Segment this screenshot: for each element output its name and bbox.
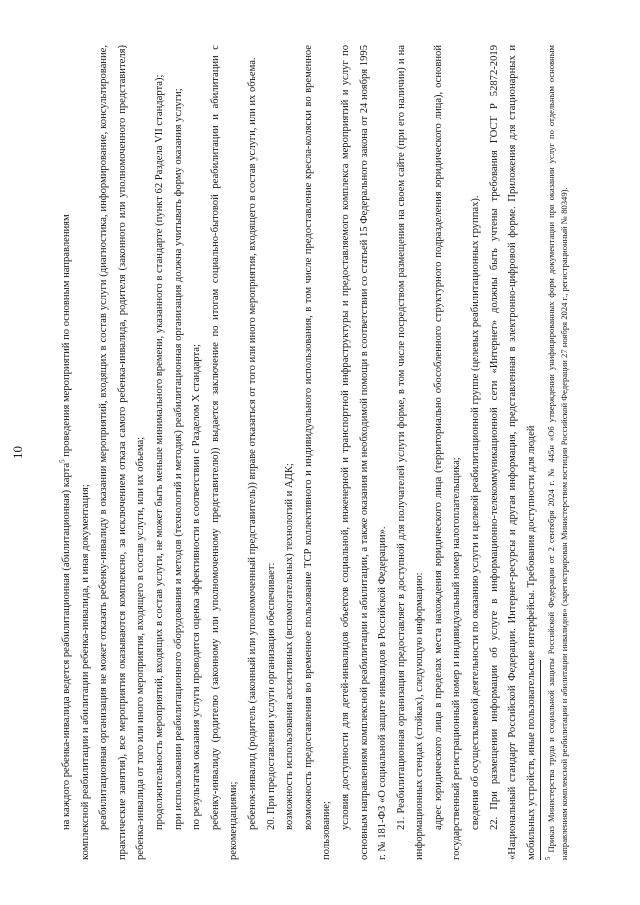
paragraph-text: проведения мероприятий по основным направлениям [61, 214, 72, 460]
paragraph: адрес юридического лица в пределах места нахождения юридического лица (территориально обособленного структурного подразделения юридического лица), основной государственный регистрационный номер и индивидуальный номер налогоплательщика; [432, 45, 463, 860]
footnote-text: Приказ Министерства труда и социальной защиты Российской Федерации от 2 сентября 2024 г. № 445н «Об утверждении унифицированных форм документации при оказании услуг по отдельным основным направлениям комплексной реабилитации и абилитации инвалидов» (зарегистрирован Министерством юстиции Российской Федерации 27 ноября 2024 г., регистрационный № 80349). [546, 45, 569, 860]
paragraph: 21. Реабилитационная организация предоставляет в доступной для получателей услуги форме, в том числе посредством размещения на своем сайте (при его наличии) и на информационных стендах (стойках), следующую информацию: [395, 45, 426, 860]
paragraph: ребенок-инвалид (родитель (законный или уполномоченный представитель)) вправе отказаться от того или иного мероприятия, входящего в состав услуги, или их объема. [246, 57, 258, 830]
paragraph [58, 45, 77, 860]
footnote-marker: 5 [544, 856, 553, 860]
paragraph: возможность предоставления во временное пользование ТСР коллективного и индивидуального использования, в том числе предоставление кресла-коляски во временное пользование; [302, 45, 333, 860]
paragraph-text: на каждого ребенка-инвалида ведется реабилитационная (абилитационная) карта [61, 462, 72, 830]
paragraph: продолжительность мероприятий, входящих в состав услуги, не может быть меньше минимального времени, указанного в стандарте (пункт 62 Раздела VII стандарта); [153, 74, 165, 830]
paragraph: 22. При размещении информации об услуге в информационно-телекоммуникационной сети «Интернет» должны быть учтены требования ГОСТ Р 52872-2019 «Национальный стандарт Российской Федерации. Интернет-ресурсы и другая информация, представленная в электронно-цифровой форме. Приложения для стационарных и мобильных устройств, иные пользовательские интерфейсы. Требования доступности для людей [488, 45, 537, 860]
footnote-ref: 5 [58, 459, 67, 463]
paragraph: комплексной реабилитации и абилитации ребенка-инвалида, и иная документация; [79, 484, 91, 860]
paragraph: реабилитационная организация не может отказать ребенку-инвалиду в оказании мероприятий, входящих в состав услуги (диагностика, информирование, консультирование, практические занятия), все мероприятия оказываются комплексно, за исключением отказа самого ребенка-инвалида, родителя (законного или уполномоченного представителя) ребенка-инвалида от того или иного мероприятия, входящего в состав услуги, или их объема; [98, 45, 147, 860]
paragraph: условия доступности для детей-инвалидов объектов социальной, инженерной и транспортной инфраструктуры и предоставляемого комплекса мероприятий и услуг по основным направлениям комплексной реабилитации и абилитации, а также оказания им необходимой помощи в соответствии со статьей 15 Федерального закона от 24 ноября 1995 г. № 181-ФЗ «О социальной защите инвалидов в Российской Федерации». [339, 45, 389, 860]
footnote [545, 45, 570, 860]
paragraph: 20. При предоставлении услуги организация обеспечивает: [265, 562, 277, 830]
paragraph: возможность использования ассистивных (вспомогательных) технологий и АДК; [284, 463, 296, 830]
page-number: 10 [10, 446, 25, 459]
paragraph: ребенку-инвалиду (родителю (законному или уполномоченному представителю)) выдается заключение по итогам социально-бытовой реабилитации и абилитации с рекомендациями; [209, 45, 240, 860]
paragraph: сведения об осуществляемой деятельности по оказанию услуги и целевой реабилитационной группе (целевых реабилитационных группах). [470, 195, 482, 830]
paragraph: по результатам оказания услуги проводится оценка эффективности в соответствии с Разделом X стандарта; [191, 344, 203, 830]
document-body [58, 45, 541, 860]
paragraph: при использовании реабилитационного оборудования и методов (технологий и методик) реабилитационная организация должна учитывать форму оказания услуги; [172, 88, 184, 830]
footnote-divider [540, 660, 541, 860]
